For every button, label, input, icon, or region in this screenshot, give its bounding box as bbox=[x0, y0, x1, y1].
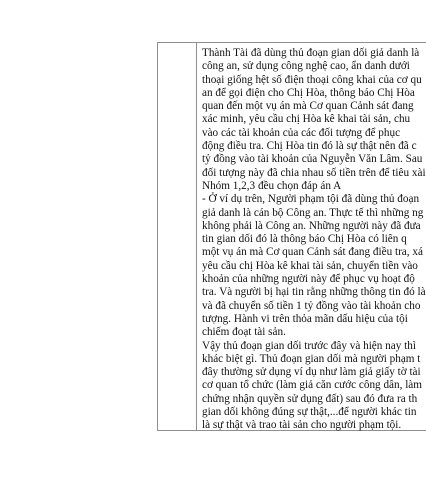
text-line: vào các tài khoản của các đối tượng để phục bbox=[202, 126, 401, 139]
table-left-column bbox=[158, 43, 197, 430]
text-line: chứng nhận quyền sử dụng đất) sau đó đưa ra th bbox=[202, 392, 418, 405]
table-text-cell bbox=[202, 47, 426, 433]
text-line: tỷ đồng vào tài khoản của Nguyễn Văn Lâm. Sau bbox=[202, 153, 423, 166]
text-line: thoại giống hệt số điện thoại công khai của cơ qu bbox=[202, 73, 422, 86]
text-line: khác biệt gì. Thủ đoạn gian dối mà người phạm t bbox=[202, 352, 421, 365]
text-line: Nhóm 1,2,3 đều chọn đáp án A bbox=[202, 179, 342, 192]
text-line: cơ quan tổ chức (làm giả căn cước công dân, làm bbox=[202, 379, 422, 392]
text-line: công an, sử dụng công nghệ cao, ẩn danh dưới bbox=[202, 60, 410, 73]
document-table bbox=[157, 42, 426, 431]
text-line: gian dối không đúng sự thật,...để người khác tin bbox=[202, 406, 417, 419]
text-line: xác minh, yêu cầu chị Hòa kê khai tài sản, chu bbox=[202, 113, 411, 126]
text-line: một vụ án mà Cơ quan Cảnh sát đang điều tra, xá bbox=[202, 246, 423, 259]
text-line: khoản của những người này để phục vụ hoạt độ bbox=[202, 273, 415, 286]
text-line: đối tượng này đã chia nhau số tiền trên để tiêu xài bbox=[202, 166, 426, 179]
text-line: và đã chuyển số tiền 1 tỷ đồng vào tài khoản cho bbox=[202, 299, 421, 312]
text-line: chiếm đoạt tài sản. bbox=[202, 326, 286, 339]
text-line: tra. Và người bị hại tin rằng những thông tin đó là bbox=[202, 286, 426, 299]
text-line: tin gian dối đó là thông báo Chị Hòa có liên q bbox=[202, 233, 407, 246]
text-line: đây thường sử dụng ví dụ như làm giả giấy tờ tài bbox=[202, 366, 421, 379]
text-line: tượng. Hành vi trên thỏa mãn dấu hiệu của tội bbox=[202, 312, 408, 325]
text-line: giả danh là cán bộ Công an. Thực tế thì những ng bbox=[202, 206, 424, 219]
text-line: không phải là Công an. Những người này đã đưa bbox=[202, 219, 421, 232]
text-line: - Ở ví dụ trên, Người phạm tội đã dùng thủ đoạn bbox=[202, 193, 420, 206]
text-line: Thành Tài đã dùng thủ đoạn gian dối giả danh là bbox=[202, 47, 420, 59]
text-line: Vậy thủ đoạn gian dối trước đây và hiện nay thì bbox=[202, 339, 416, 352]
text-line: an để gọi điện cho Chị Hòa, thông báo Chị Hòa bbox=[202, 86, 415, 99]
text-line: là sự thật và trao tài sản cho người phạm tội. bbox=[202, 419, 402, 432]
text-line: yêu cầu chị Hòa kê khai tài sản, chuyển tiền vào bbox=[202, 259, 418, 272]
text-line: động điều tra. Chị Hòa tin đó là sự thật nên đã c bbox=[202, 140, 417, 153]
text-line: quan đến một vụ án mà Cơ quan Cảnh sát đang bbox=[202, 100, 414, 113]
